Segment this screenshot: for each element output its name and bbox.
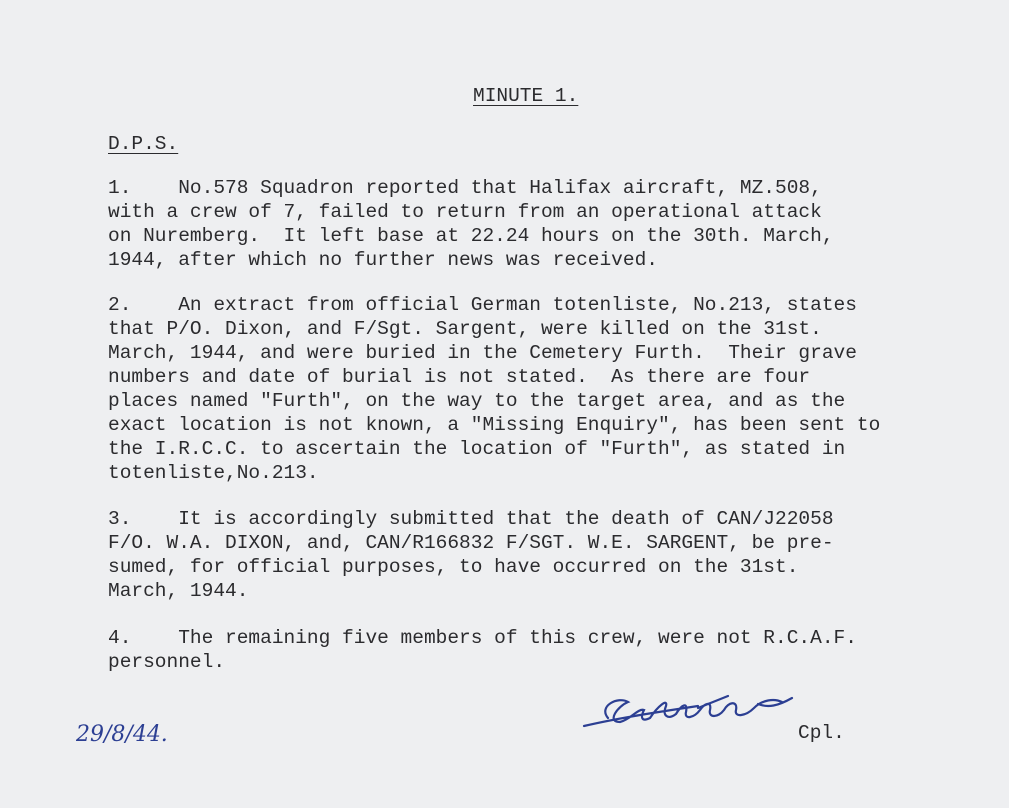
line: 1. No.578 Squadron reported that Halifax aircraft, MZ.508, [108,177,822,199]
line: places named "Furth", on the way to the target area, and as the [108,390,846,412]
line: totenliste,No.213. [108,462,319,484]
line: that P/O. Dixon, and F/Sgt. Sargent, were killed on the 31st. [108,318,822,340]
line: March, 1944. [108,580,249,602]
line: the I.R.C.C. to ascertain the location of "Furth", as stated in [108,438,846,460]
line: exact location is not known, a "Missing Enquiry", has been sent to [108,414,881,436]
line: 2. An extract from official German totenliste, No.213, states [108,294,857,316]
handwritten-date: 29/8/44. [76,722,168,747]
line: numbers and date of burial is not stated. As there are four [108,366,811,388]
addressee: D.P.S. [108,133,179,155]
document-title: MINUTE 1. [473,85,579,107]
line: F/O. W.A. DIXON, and, CAN/R166832 F/SGT. W.E. SARGENT, be pre- [108,532,834,554]
line: 3. It is accordingly submitted that the death of CAN/J22058 [108,508,834,530]
paragraph-1 [108,176,834,272]
line: with a crew of 7, failed to return from an operational attack [108,201,822,223]
line: personnel. [108,651,226,673]
paragraph-2 [108,293,880,485]
rank: Cpl. [798,722,845,744]
signature [578,688,808,738]
line: 1944, after which no further news was received. [108,249,658,271]
paragraph-3 [108,508,834,604]
paragraph-4 [108,626,857,674]
line: March, 1944, and were buried in the Cemetery Furth. Their grave [108,342,857,364]
line: 4. The remaining five members of this crew, were not R.C.A.F. [108,627,857,649]
line: sumed, for official purposes, to have occurred on the 31st. [108,556,799,578]
line: on Nuremberg. It left base at 22.24 hours on the 30th. March, [108,225,834,247]
